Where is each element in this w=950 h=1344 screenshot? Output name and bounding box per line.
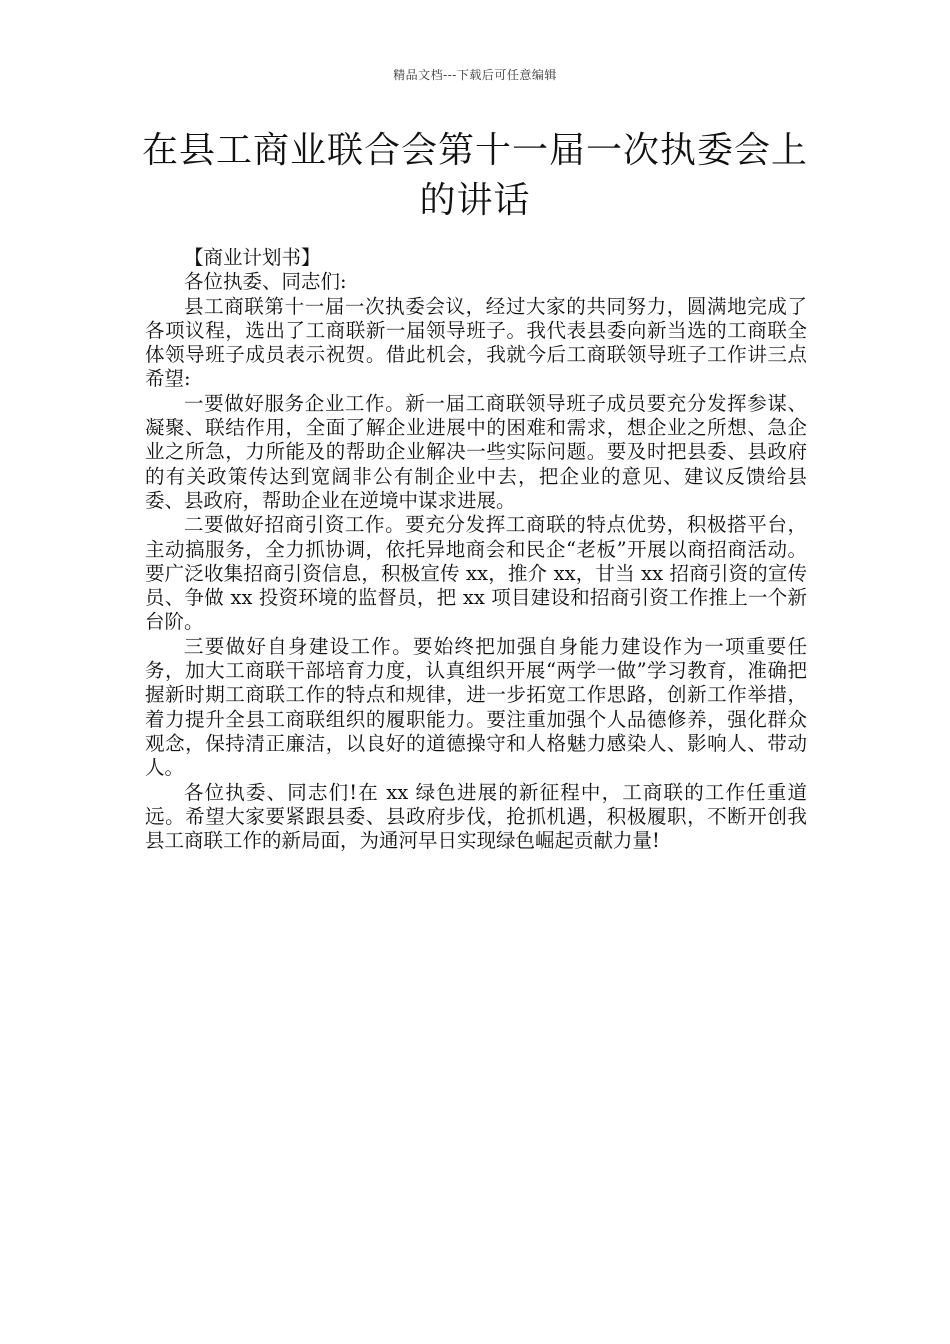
category-tag: 【商业计划书】 (184, 246, 321, 269)
paragraph-point-3: 三要做好自身建设工作。要始终把加强自身能力建设作为一项重要任务，加大工商联干部培育力度，认真组织开展“两学一做”学习教育，准确把握新时期工商联工作的特点和规律，进一步拓宽工作思路，创新工作举措，着力提升全县工商联组织的履职能力。要注重加强个人品德修养，强化群众观念，保持清正廉洁，以良好的道德操守和人格魅力感染人、影响人、带动人。 (145, 634, 807, 780)
document-body (145, 246, 807, 853)
salutation: 各位执委、同志们: (184, 270, 347, 294)
paragraph-point-2: 二要做好招商引资工作。要充分发挥工商联的特点优势，积极搭平台，主动搞服务，全力抓协调，依托异地商会和民企“老板”开展以商招商活动。要广泛收集招商引资信息，积极宣传 xx，推介 xx，甘当 xx 招商引资的宣传员、争做 xx 投资环境的监督员，把 xx 项目建设和招商引资工作推上一个新台阶。 (145, 513, 807, 634)
header-note: 精品文档---下载后可任意编辑 (393, 68, 557, 82)
document-title: 在县工商业联合会第十一届一次执委会上的讲话 (141, 130, 808, 221)
paragraph-intro: 县工商联第十一届一次执委会议，经过大家的共同努力，圆满地完成了各项议程，选出了工商联新一届领导班子。我代表县委向新当选的工商联全体领导班子成员表示祝贺。借此机会，我就今后工商联领导班子工作讲三点希望: (145, 294, 807, 391)
paragraph-closing: 各位执委、同志们!在 xx 绿色进展的新征程中，工商联的工作任重道远。希望大家要紧跟县委、县政府步伐，抢抓机遇，积极履职，不断开创我县工商联工作的新局面，为通河早日实现绿色崛起贡献力量! (145, 780, 807, 853)
paragraph-point-1: 一要做好服务企业工作。新一届工商联领导班子成员要充分发挥参谋、凝聚、联结作用，全面了解企业进展中的困难和需求，想企业之所想、急企业之所急，力所能及的帮助企业解决一些实际问题。要及时把县委、县政府的有关政策传达到宽阔非公有制企业中去，把企业的意见、建议反馈给县委、县政府，帮助企业在逆境中谋求进展。 (145, 391, 807, 512)
